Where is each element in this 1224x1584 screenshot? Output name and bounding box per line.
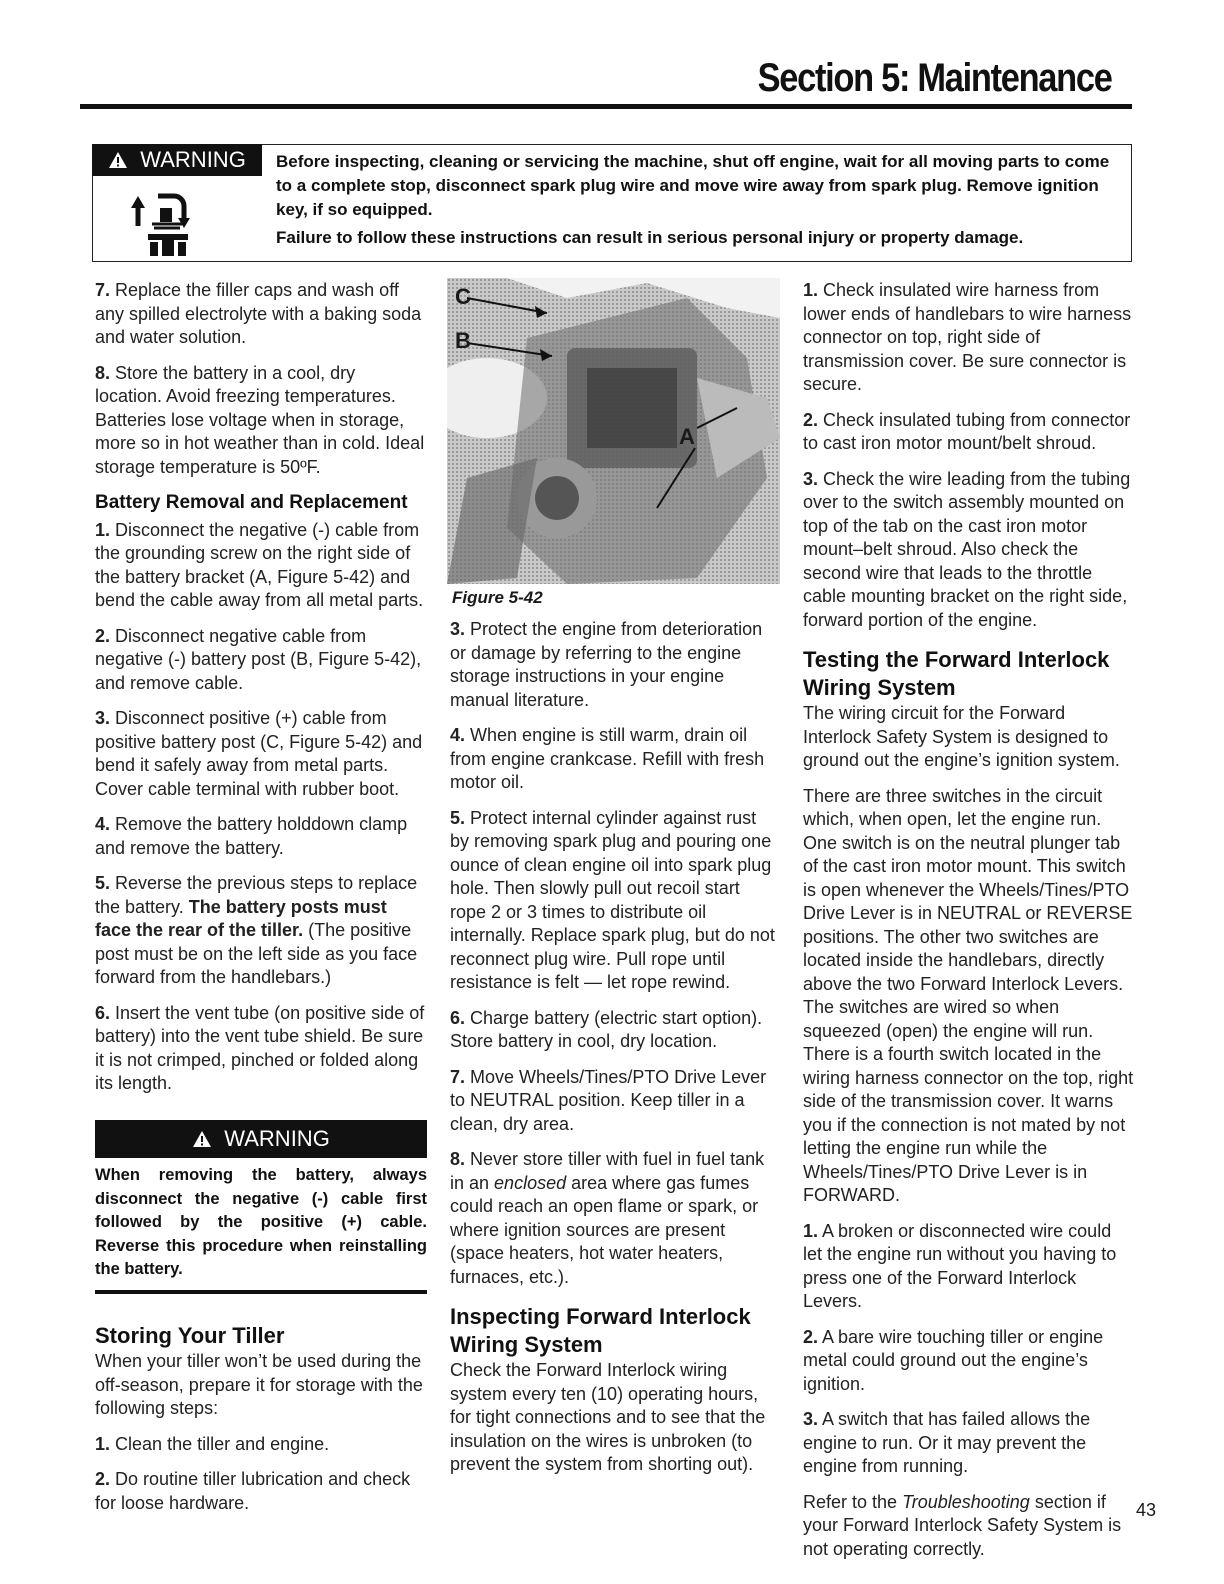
item-text: Check insulated wire harness from lower ends of handlebars to wire harness connector on top, right side of transmission cover. Be sure connector is secure. [803, 280, 1132, 394]
refer-text [803, 1491, 1135, 1562]
item-number: 3. [450, 619, 466, 639]
list-item [803, 279, 1135, 397]
item-text: Replace the filler caps and wash off any spilled electrolyte with a baking soda and water solution. [95, 280, 422, 347]
item-text: Insert the vent tube (on positive side of battery) into the vent tube shield. Be sure it is not crimped, pinched or folded along its length. [95, 1002, 425, 1093]
list-item [450, 724, 780, 795]
item-text: The battery posts must face the rear of the tiller. [95, 896, 387, 940]
item-text: Protect internal cylinder against rust by removing spark plug and pouring one ounce of clean engine oil into spark plug hole. Then slowly pull out recoil start rope 2 or 3 times to distribute oil internally. Replace spark plug, but do not reconnect plug wire. Pull rope until resistance is felt — let rope rewind. [450, 807, 775, 992]
item-number: 2. [95, 1469, 111, 1489]
item-text: Check the wire leading from the tubing over to the switch assembly mounted on top of the tab on the cast iron motor mount–belt shroud. Also check the second wire that leads to the throttle cable mounting bracket on the right side, forward portion of the engine. [803, 468, 1131, 630]
warning-triangle-icon [192, 1126, 224, 1151]
list-item [803, 1326, 1135, 1397]
list-item [95, 813, 427, 860]
figure-label-a: A [679, 424, 695, 449]
item-text: Disconnect negative cable from negative (-) battery post (B, Figure 5-42), and remove cable. [95, 625, 422, 693]
item-number: 1. [95, 1433, 111, 1454]
list-item [450, 1007, 780, 1054]
item-text: Refer to the [803, 1491, 903, 1512]
item-text: A broken or disconnected wire could let the engine run without you having to press one of the Forward Interlock Levers. [803, 1220, 1117, 1311]
item-text: A switch that has failed allows the engine to run. Or it may prevent the engine from running. [803, 1409, 1091, 1476]
header-rule [80, 104, 1132, 109]
testing-heading: Testing the Forward Interlock Wiring System [803, 647, 1110, 700]
item-number: 1. [803, 280, 819, 300]
battery-heading: Battery Removal and Replacement [95, 492, 408, 513]
warning-badge [92, 144, 262, 176]
list-item [803, 1408, 1135, 1479]
list-item [803, 409, 1135, 456]
item-text: (The positive post must be on the left side as you face forward from the handlebars.) [95, 920, 418, 987]
page-number: 43 [1136, 1500, 1157, 1520]
item-number: 7. [450, 1066, 466, 1087]
column-1 [95, 279, 427, 1108]
item-text: Do routine tiller lubrication and check for loose hardware. [95, 1469, 411, 1513]
item-text: Remove the battery holddown clamp and remove the battery. [95, 814, 408, 858]
item-number: 1. [803, 1220, 819, 1241]
inspect-heading: Inspecting Forward Interlock Wiring System [450, 1304, 751, 1357]
storing-intro: When your tiller won’t be used during the off-season, prepare it for storage with the following steps: [95, 1351, 423, 1418]
testing-paragraph-2: There are three switches in the circuit which, when open, let the engine run. One switch is on the neutral plunger tab of the cast iron motor mount. This switch is open whenever the Wheels/Tines/PTO Drive Lever is in NEUTRAL or REVERSE positions. The other two switches are located inside the handlebars, directly above the two Forward Interlock Levers. The switches are wired so when squeezed (open) the engine will run. There is a fourth switch located in the wiring harness connector on the top, right side of the transmission cover. It warns you if the connection is not mated by not letting the engine run while the Wheels/Tines/PTO Drive Lever is in FORWARD. [803, 785, 1134, 1205]
list-item [95, 362, 427, 480]
warning-text: When removing the battery, always disconnect the negative (-) cable first followed by the positive (+) cable. Reverse this procedure when reinstalling the battery. [95, 1166, 427, 1278]
warning-text [276, 150, 1126, 250]
item-text: Never store tiller with fuel in fuel tank in an [450, 1149, 765, 1193]
warning-badge-label: WARNING [224, 1126, 330, 1151]
item-text: Move Wheels/Tines/PTO Drive Lever to NEUTRAL position. Keep tiller in a clean, dry area. [450, 1066, 767, 1134]
item-text: Reverse the previous steps to replace the battery. [95, 873, 418, 917]
list-item [95, 625, 427, 696]
item-number: 1. [95, 519, 111, 540]
item-text: A bare wire touching tiller or engine metal could ground out the engine’s ignition. [803, 1326, 1104, 1394]
figure-label-b: B [455, 328, 471, 353]
item-number: 3. [803, 1409, 819, 1429]
item-text: Disconnect the negative (-) cable from the grounding screw on the right side of the battery bracket (A, Figure 5-42) and bend the cable away from all metal parts. [95, 519, 424, 610]
item-number: 6. [450, 1007, 466, 1028]
list-item [803, 468, 1135, 633]
item-text: Clean the tiller and engine. [115, 1433, 330, 1454]
testing-paragraph-1: The wiring circuit for the Forward Interlock Safety System is designed to ground out the engine’s ignition system. [803, 703, 1120, 770]
disconnect-spark-plug-icon [100, 178, 260, 258]
storing-heading: Storing Your Tiller [95, 1323, 285, 1348]
item-text: section if your Forward Interlock Safety System is not operating correctly. [803, 1491, 1122, 1559]
item-number: 2. [95, 625, 111, 646]
item-number: 4. [95, 814, 111, 834]
list-item [450, 1148, 780, 1289]
item-number: 5. [95, 873, 111, 893]
list-item [95, 519, 427, 613]
list-item [95, 1433, 427, 1457]
item-number: 4. [450, 725, 466, 745]
storing-section [95, 1322, 427, 1527]
item-number: 3. [95, 708, 111, 728]
list-item [95, 1468, 427, 1515]
item-number: 5. [450, 807, 466, 828]
warning-badge [95, 1120, 427, 1158]
figure-5-42 [447, 278, 780, 584]
figure-caption: Figure 5-42 [452, 588, 543, 607]
column-3 [803, 279, 1135, 1573]
list-item [95, 872, 427, 990]
figure-label-c: C [455, 284, 471, 309]
item-number: 8. [95, 362, 111, 383]
item-text: enclosed [494, 1172, 567, 1193]
list-item [95, 279, 427, 350]
list-item [95, 707, 427, 801]
list-item [803, 1220, 1135, 1314]
item-number: 2. [803, 1326, 819, 1347]
list-item [95, 1002, 427, 1096]
item-text: Check insulated tubing from connector to cast iron motor mount/belt shroud. [803, 409, 1131, 453]
item-text: area where gas fumes could reach an open flame or spark, or where ignition sources are present (space heaters, hot water heaters, furnaces, etc.). [450, 1172, 759, 1287]
warning-triangle-icon [108, 147, 140, 172]
list-item [450, 618, 780, 712]
battery-warning [95, 1120, 427, 1294]
item-number: 7. [95, 280, 111, 300]
item-number: 2. [803, 409, 819, 430]
page-title: Section 5: Maintenance [758, 56, 1112, 100]
column-2 [450, 618, 780, 1489]
item-text: Troubleshooting [902, 1491, 1030, 1512]
item-number: 3. [803, 468, 819, 489]
inspect-text: Check the Forward Interlock wiring system every ten (10) operating hours, for tight connections and to see that the insulation on the wires is unbroken (to prevent the system from shorting out). [450, 1360, 766, 1474]
warning-line-2: Failure to follow these instructions can result in serious personal injury or property damage. [276, 228, 1024, 247]
list-item [450, 807, 780, 995]
item-text: Disconnect positive (+) cable from positive battery post (C, Figure 5-42) and bend it safely away from metal parts. Cover cable terminal with rubber boot. [95, 708, 423, 799]
warning-line-1: Before inspecting, cleaning or servicing the machine, shut off engine, wait for all moving parts to come to a complete stop, disconnect spark plug wire and move wire away from spark plug. Remove ignition key, if so equipped. [276, 152, 1110, 219]
warning-badge-label: WARNING [140, 147, 246, 172]
list-item [450, 1066, 780, 1137]
item-text: When engine is still warm, drain oil from engine crankcase. Refill with fresh motor oil. [450, 725, 765, 792]
warning-rule [95, 1290, 427, 1294]
item-text: Protect the engine from deterioration or damage by referring to the engine storage instructions in your engine manual literature. [450, 619, 763, 710]
item-text: Store the battery in a cool, dry location. Avoid freezing temperatures. Batteries lose voltage when in storage, more so in hot weather than in cold. Ideal storage temperature is 50ºF. [95, 362, 425, 477]
item-number: 8. [450, 1149, 466, 1169]
item-text: Charge battery (electric start option). Store battery in cool, dry location. [450, 1007, 763, 1051]
item-number: 6. [95, 1002, 111, 1023]
